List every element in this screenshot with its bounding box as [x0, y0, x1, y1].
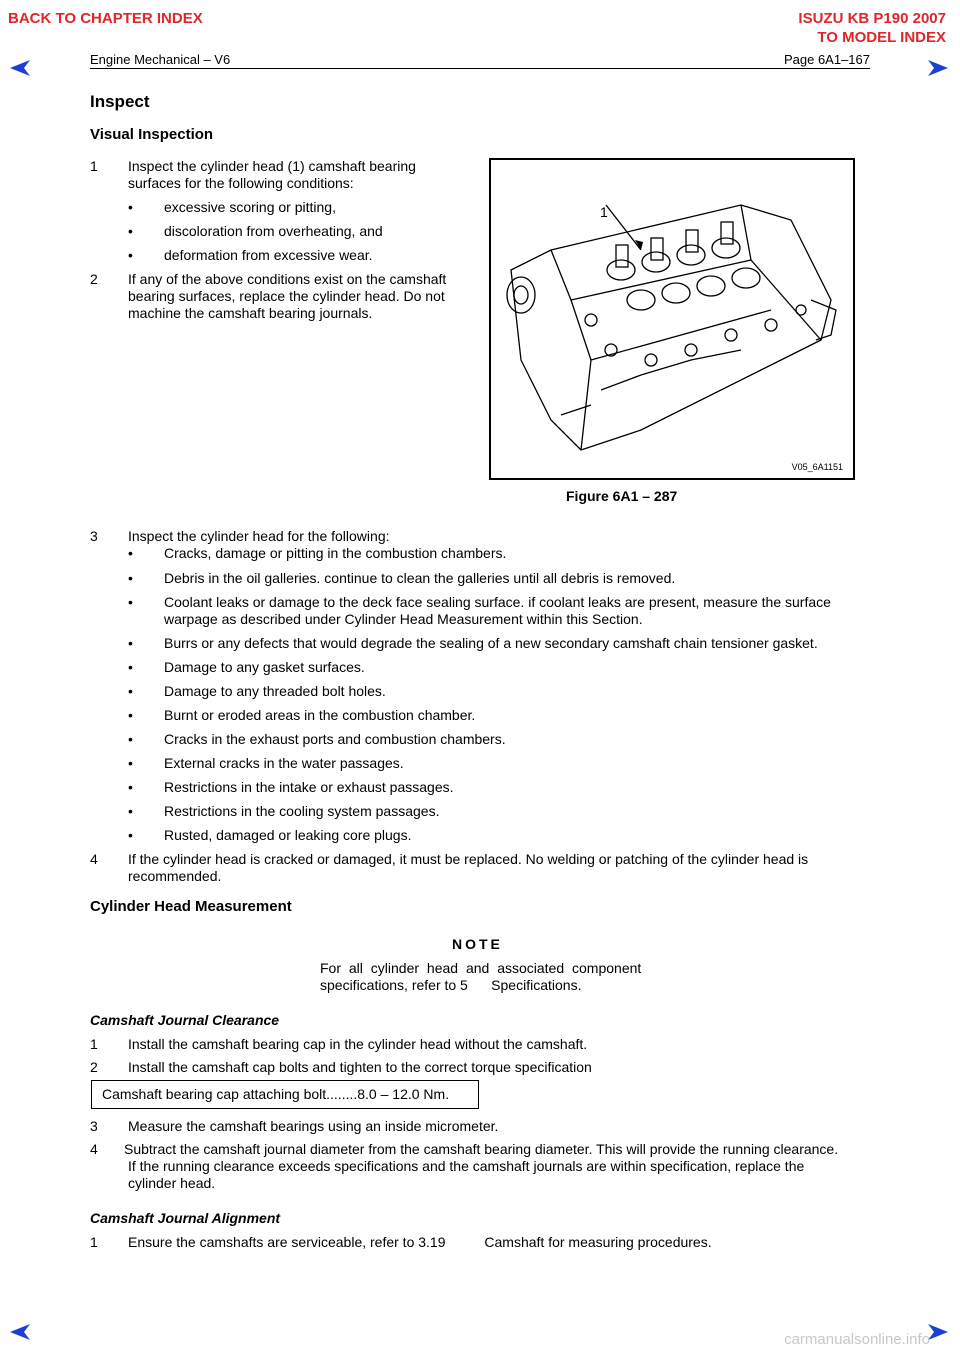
torque-spec-box: Camshaft bearing cap attaching bolt........8.0 – 12.0 Nm.	[91, 1080, 479, 1109]
clearance-step2: Install the camshaft cap bolts and tighten to the correct torque specification	[128, 1059, 592, 1075]
bullet: •	[128, 199, 133, 215]
step3-bullet-continuation: warpage as described under Cylinder Head Measurement within this Section.	[164, 611, 643, 627]
clearance-heading: Camshaft Journal Clearance	[90, 1012, 280, 1028]
clearance-step4-line1: Subtract the camshaft journal diameter from the camshaft bearing diameter. This will provide the running clearance.	[124, 1141, 839, 1157]
next-page-arrow-icon[interactable]	[920, 58, 950, 78]
to-model-index-link[interactable]: TO MODEL INDEX	[817, 29, 946, 46]
step3-bullet: Damage to any threaded bolt holes.	[164, 683, 386, 699]
bullet: •	[128, 635, 133, 651]
prev-page-arrow-icon[interactable]	[8, 1322, 38, 1342]
figure-caption: Figure 6A1 – 287	[566, 488, 678, 504]
inspect-heading: Inspect	[90, 92, 150, 111]
step2-line1: If any of the above conditions exist on the camshaft	[128, 271, 447, 287]
alignment-step1: Ensure the camshafts are serviceable, refer to 3.19 Camshaft for measuring procedures.	[128, 1234, 712, 1250]
step1-bullet: excessive scoring or pitting,	[164, 199, 336, 215]
bullet: •	[128, 731, 133, 747]
step1-line2: surfaces for the following conditions:	[128, 175, 354, 191]
bullet: •	[128, 803, 133, 819]
bullet: •	[128, 755, 133, 771]
step3-bullet: Coolant leaks or damage to the deck face sealing surface. if coolant leaks are present, measure the surface	[164, 594, 831, 610]
step3-bullet: Restrictions in the cooling system passages.	[164, 803, 440, 819]
step3-bullet: Cracks, damage or pitting in the combustion chambers.	[164, 545, 507, 561]
step1-bullet: deformation from excessive wear.	[164, 247, 373, 263]
step-number: 3	[90, 1118, 98, 1134]
step-number: 4	[90, 851, 98, 867]
step3-bullet: Damage to any gasket surfaces.	[164, 659, 365, 675]
step-number: 4	[90, 1141, 98, 1157]
step-number: 1	[90, 158, 98, 174]
figure-code: V05_6A1151	[791, 462, 843, 472]
alignment-heading: Camshaft Journal Alignment	[90, 1210, 281, 1226]
page-number: Page 6A1–167	[783, 52, 870, 67]
visual-inspection-heading: Visual Inspection	[90, 126, 214, 143]
step2-line2: bearing surfaces, replace the cylinder head. Do not	[128, 288, 445, 304]
step2-line3: machine the camshaft bearing journals.	[128, 305, 373, 321]
step4-line1: If the cylinder head is cracked or damaged, it must be replaced. No welding or patching of the cylinder head is	[128, 851, 809, 867]
note-line2: specifications, refer to 5 Specifications.	[320, 977, 582, 993]
back-to-chapter-link[interactable]: BACK TO CHAPTER INDEX	[8, 10, 203, 27]
step-number: 2	[90, 271, 98, 287]
bullet: •	[128, 247, 133, 263]
measurement-heading: Cylinder Head Measurement	[90, 898, 292, 915]
bullet: •	[128, 683, 133, 699]
step-number: 1	[90, 1234, 98, 1250]
step3-text: Inspect the cylinder head for the following:	[128, 528, 390, 544]
bullet: •	[128, 570, 133, 586]
watermark: carmanualsonline.info	[784, 1331, 930, 1348]
bullet: •	[128, 594, 133, 610]
bullet: •	[128, 779, 133, 795]
note-line1: For all cylinder head and associated component	[320, 960, 642, 976]
step3-bullet: Rusted, damaged or leaking core plugs.	[164, 827, 412, 843]
figure-callout: 1	[600, 204, 608, 220]
step-number: 1	[90, 1036, 98, 1052]
step3-bullet: Burnt or eroded areas in the combustion chamber.	[164, 707, 476, 723]
bullet: •	[128, 707, 133, 723]
section-title: Engine Mechanical – V6	[90, 52, 231, 67]
prev-page-arrow-icon[interactable]	[8, 58, 38, 78]
clearance-step4-line2: If the running clearance exceeds specifications and the camshaft journals are within specification, replace the	[128, 1158, 805, 1174]
step-number: 2	[90, 1059, 98, 1075]
clearance-step1: Install the camshaft bearing cap in the cylinder head without the camshaft.	[128, 1036, 588, 1052]
figure-cylinder-head	[489, 158, 855, 480]
step1-bullet: discoloration from overheating, and	[164, 223, 383, 239]
step3-bullet: Cracks in the exhaust ports and combustion chambers.	[164, 731, 506, 747]
step3-bullet: Burrs or any defects that would degrade the sealing of a new secondary camshaft chain tensioner gasket.	[164, 635, 818, 651]
step3-bullet: Restrictions in the intake or exhaust passages.	[164, 779, 454, 795]
step4-line2: recommended.	[128, 868, 222, 884]
note-title: NOTE	[452, 936, 503, 952]
step3-bullet: Debris in the oil galleries. continue to clean the galleries until all debris is removed.	[164, 570, 676, 586]
bullet: •	[128, 827, 133, 843]
clearance-step3: Measure the camshaft bearings using an inside micrometer.	[128, 1118, 499, 1134]
header-rule	[90, 68, 870, 69]
bullet: •	[128, 223, 133, 239]
step-number: 3	[90, 528, 98, 544]
clearance-step4-line3: cylinder head.	[128, 1175, 216, 1191]
step1-line1: Inspect the cylinder head (1) camshaft bearing	[128, 158, 416, 174]
bullet: •	[128, 545, 133, 561]
step3-bullet: External cracks in the water passages.	[164, 755, 404, 771]
cylinder-head-drawing-icon	[491, 160, 853, 478]
model-title-link[interactable]: ISUZU KB P190 2007	[798, 10, 946, 27]
bullet: •	[128, 659, 133, 675]
